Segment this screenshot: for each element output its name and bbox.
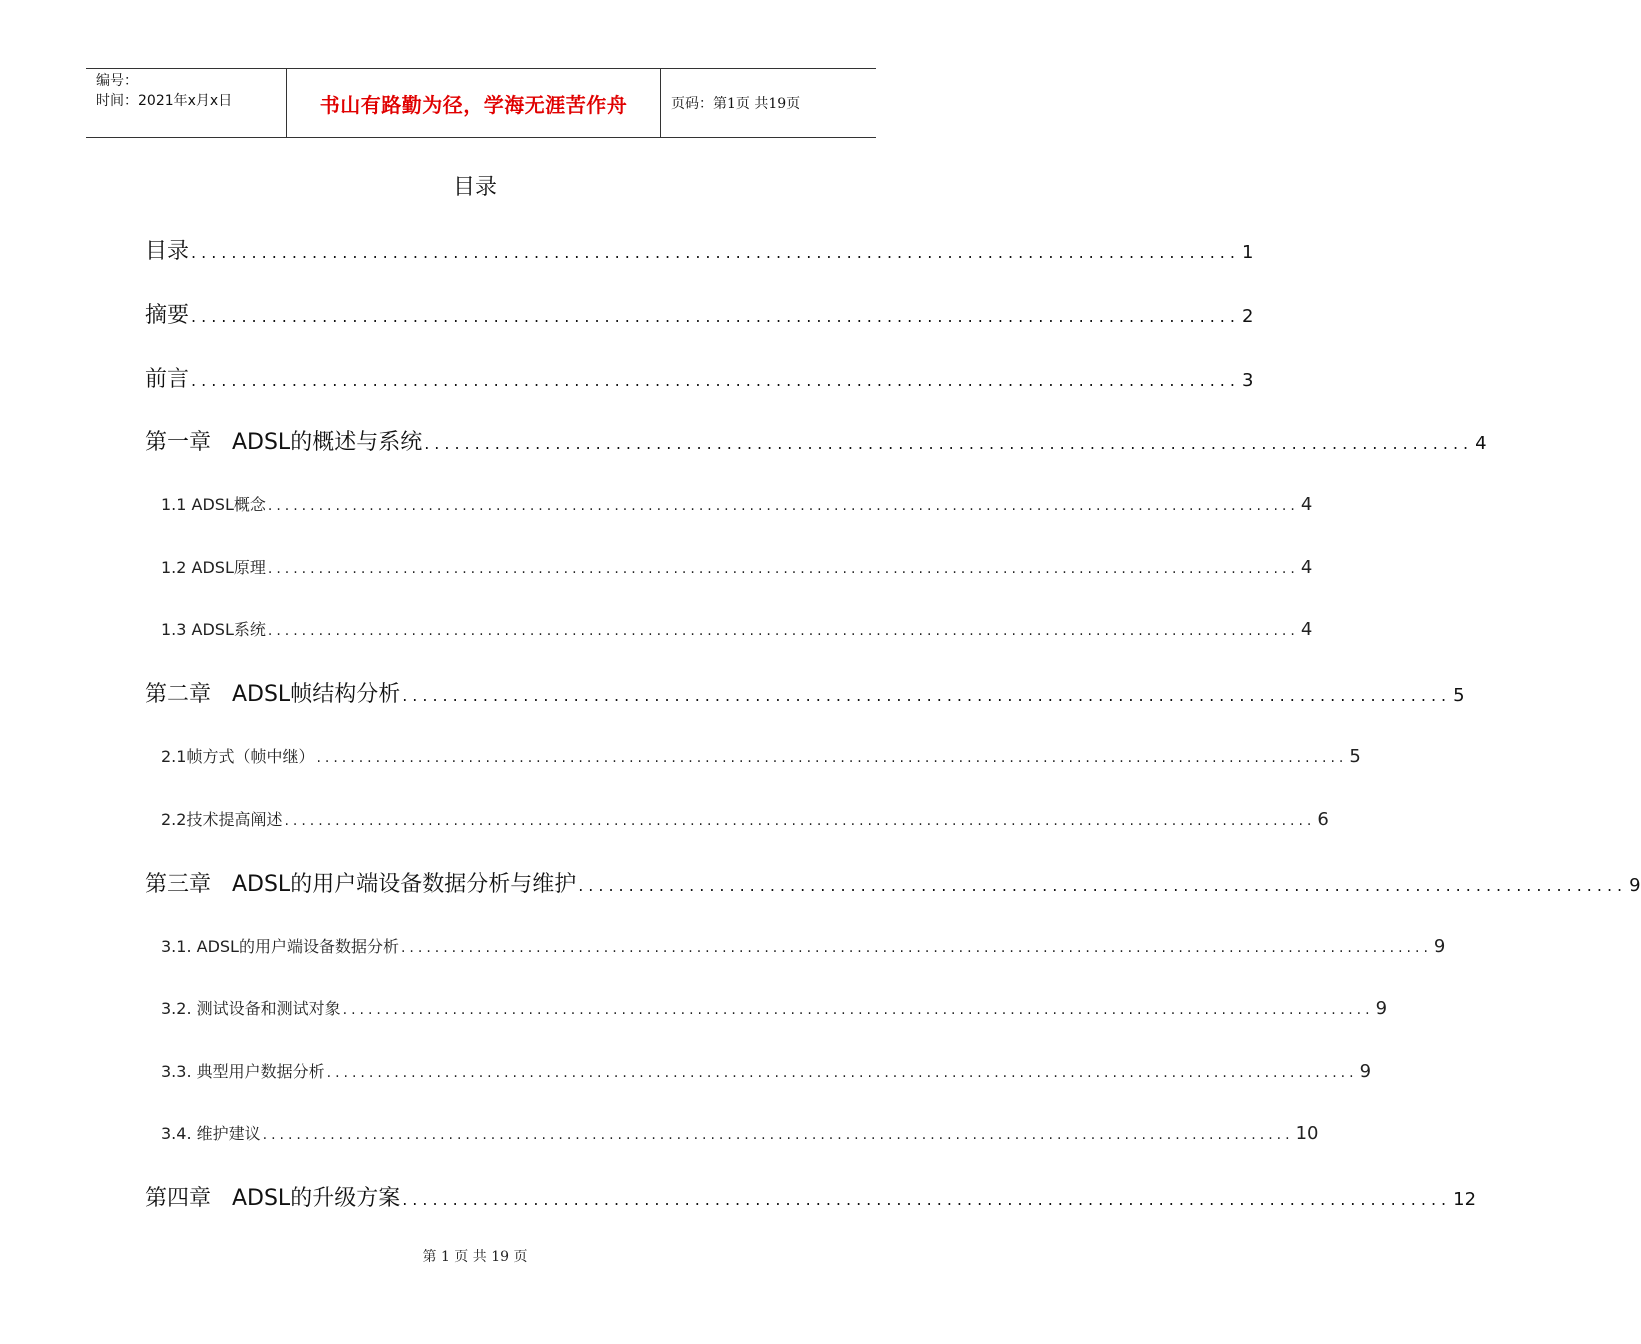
toc-leader-dots: ..........................................................................................................................	[267, 561, 1299, 577]
toc-leader-dots: ........................................................................................................	[191, 371, 1240, 390]
toc-entry-page: 4	[1300, 557, 1313, 578]
toc-leader-dots: ........................................................................................................	[402, 1190, 1452, 1209]
toc-leader-dots: ..........................................................................................................................	[326, 1065, 1358, 1081]
header-meta	[86, 69, 287, 137]
toc-leader-dots: ..........................................................................................................................	[262, 1127, 1294, 1143]
toc-entry-page: 5	[1453, 685, 1465, 706]
toc-entry-page: 9	[1375, 998, 1388, 1019]
toc-entry-page: 4	[1300, 619, 1313, 640]
page-header	[86, 68, 876, 138]
toc-entry-label: 1.3 ADSL系统	[161, 620, 266, 639]
toc-entry[interactable]	[161, 807, 1329, 830]
toc-entry-label: 目录	[145, 239, 190, 264]
page-footer: 第 1 页 共 19 页	[422, 1249, 528, 1265]
toc-entry-page: 5	[1349, 746, 1361, 767]
toc-entry-page: 9	[1433, 936, 1446, 957]
header-motto: 书山有路勤为径，学海无涯苦作舟	[287, 69, 661, 137]
toc-entry[interactable]	[145, 677, 1465, 708]
toc-entry-label: 第四章 ADSL的升级方案	[145, 1186, 401, 1211]
toc-entry-page: 4	[1475, 433, 1487, 454]
time-label: 时间：2021年x月x日	[96, 93, 233, 109]
toc-leader-dots: ..........................................................................................................................	[267, 498, 1299, 514]
page-title: 目录	[452, 175, 497, 200]
toc-entry-label: 摘要	[145, 303, 190, 328]
toc-entry[interactable]	[161, 555, 1313, 578]
toc-entry-label: 3.4. 维护建议	[161, 1124, 261, 1143]
toc-entry[interactable]	[145, 362, 1254, 393]
toc-entry-label: 2.2技术提高阐述	[161, 810, 283, 829]
toc-entry-page: 10	[1295, 1123, 1319, 1144]
toc-leader-dots: ........................................................................................................	[402, 686, 1452, 705]
toc-entry[interactable]	[161, 492, 1313, 515]
toc-entry[interactable]	[145, 298, 1254, 329]
toc-entry-label: 第三章 ADSL的用户端设备数据分析与维护	[145, 872, 577, 897]
toc-entry-page: 12	[1453, 1189, 1477, 1210]
toc-entry-page: 6	[1317, 809, 1329, 830]
toc-entry-label: 3.1. ADSL的用户端设备数据分析	[161, 937, 399, 956]
toc-leader-dots: ........................................................................................................	[191, 243, 1240, 262]
number-label: 编号：	[96, 73, 138, 89]
toc-entry-page: 3	[1241, 370, 1254, 391]
toc-entry[interactable]	[161, 744, 1361, 767]
toc-leader-dots: ........................................................................................................	[424, 434, 1474, 453]
toc-entry[interactable]	[161, 1059, 1372, 1082]
toc-entry-label: 1.2 ADSL原理	[161, 558, 266, 577]
toc-entry-label: 2.1帧方式（帧中继）	[161, 747, 315, 766]
toc-entry[interactable]	[145, 867, 1641, 898]
header-page-label: 页码：第1页 共19页	[671, 96, 801, 112]
toc-entry-label: 第二章 ADSL帧结构分析	[145, 682, 401, 707]
toc-entry-page: 1	[1241, 242, 1254, 263]
toc-leader-dots: ..........................................................................................................................	[284, 813, 1316, 829]
toc-entry-label: 前言	[145, 367, 190, 392]
toc-entry[interactable]	[161, 996, 1388, 1019]
toc-leader-dots: ........................................................................................................	[578, 876, 1628, 895]
toc-entry[interactable]	[145, 1181, 1477, 1212]
toc-entry-page: 9	[1359, 1061, 1372, 1082]
toc-entry-page: 2	[1241, 306, 1254, 327]
toc-leader-dots: ..........................................................................................................................	[316, 750, 1348, 766]
toc-entry-label: 3.2. 测试设备和测试对象	[161, 999, 341, 1018]
toc-entry[interactable]	[161, 617, 1313, 640]
toc-leader-dots: ..........................................................................................................................	[267, 623, 1299, 639]
toc-entry-page: 9	[1629, 875, 1641, 896]
toc-leader-dots: ........................................................................................................	[191, 307, 1240, 326]
toc-entry[interactable]	[161, 1121, 1319, 1144]
toc-entry[interactable]	[145, 425, 1487, 456]
toc-entry-label: 1.1 ADSL概念	[161, 495, 266, 514]
toc-entry[interactable]	[161, 934, 1446, 957]
toc-entry-page: 4	[1300, 494, 1313, 515]
toc-leader-dots: ..........................................................................................................................	[342, 1002, 1374, 1018]
toc-entry[interactable]	[145, 234, 1254, 265]
toc-leader-dots: ..........................................................................................................................	[400, 940, 1432, 956]
toc-entry-label: 3.3. 典型用户数据分析	[161, 1062, 325, 1081]
toc-entry-label: 第一章 ADSL的概述与系统	[145, 430, 423, 455]
